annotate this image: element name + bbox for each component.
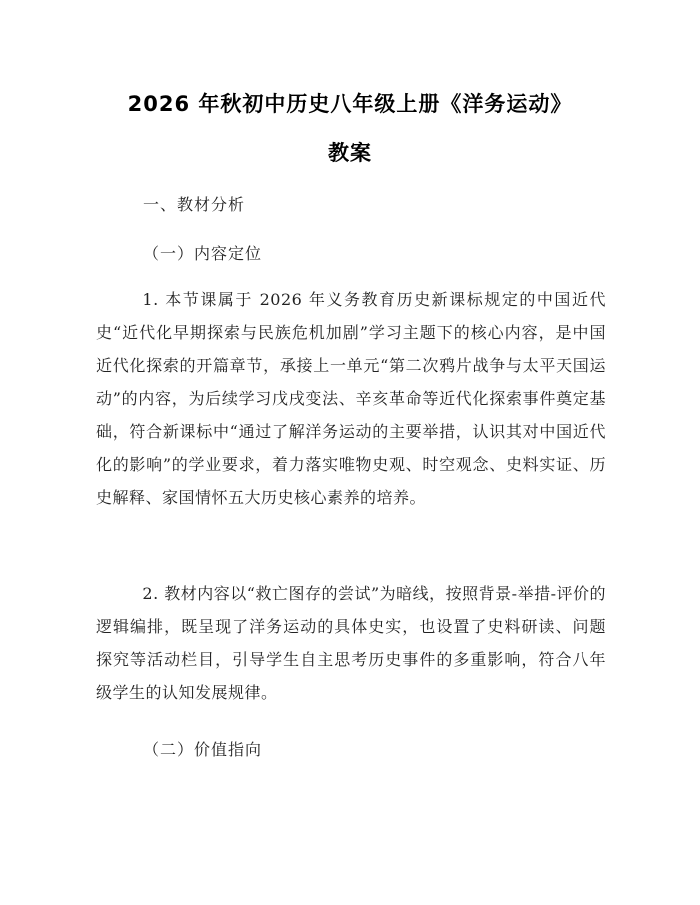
document-title: 2026 年秋初中历史八年级上册《洋务运动》: [127, 92, 573, 116]
section-heading-textbook-analysis: 一、教材分析: [143, 195, 246, 214]
subsection-heading-content-positioning: （一）内容定位: [143, 244, 263, 263]
subsection-heading-value-orientation: （二）价值指向: [143, 740, 263, 759]
paragraph-2: 2. 教材内容以“救亡图存的尝试”为暗线，按照背景-举措-评价的逻辑编排，既呈现了洋务运动的具体史实，也设置了史料研读、问题探究等活动栏目，引导学生自主思考历史事件的多重影响，符合八年级学生的认知发展规律。: [96, 584, 606, 702]
paragraph-1: 1. 本节课属于 2026 年义务教育历史新课标规定的中国近代史“近代化早期探索与民族危机加剧”学习主题下的核心内容，是中国近代化探索的开篇章节，承接上一单元“第二次鸦片战争与太平天国运动”的内容，为后续学习戊戌变法、辛亥革命等近代化探索事件奠定基础，符合新课标中“通过了解洋务运动的主要举措，认识其对中国近代化的影响”的学业要求，着力落实唯物史观、时空观念、史料实证、历史解释、家国情怀五大历史核心素养的培养。: [96, 290, 606, 507]
document-title-continued: 教案: [328, 141, 372, 165]
